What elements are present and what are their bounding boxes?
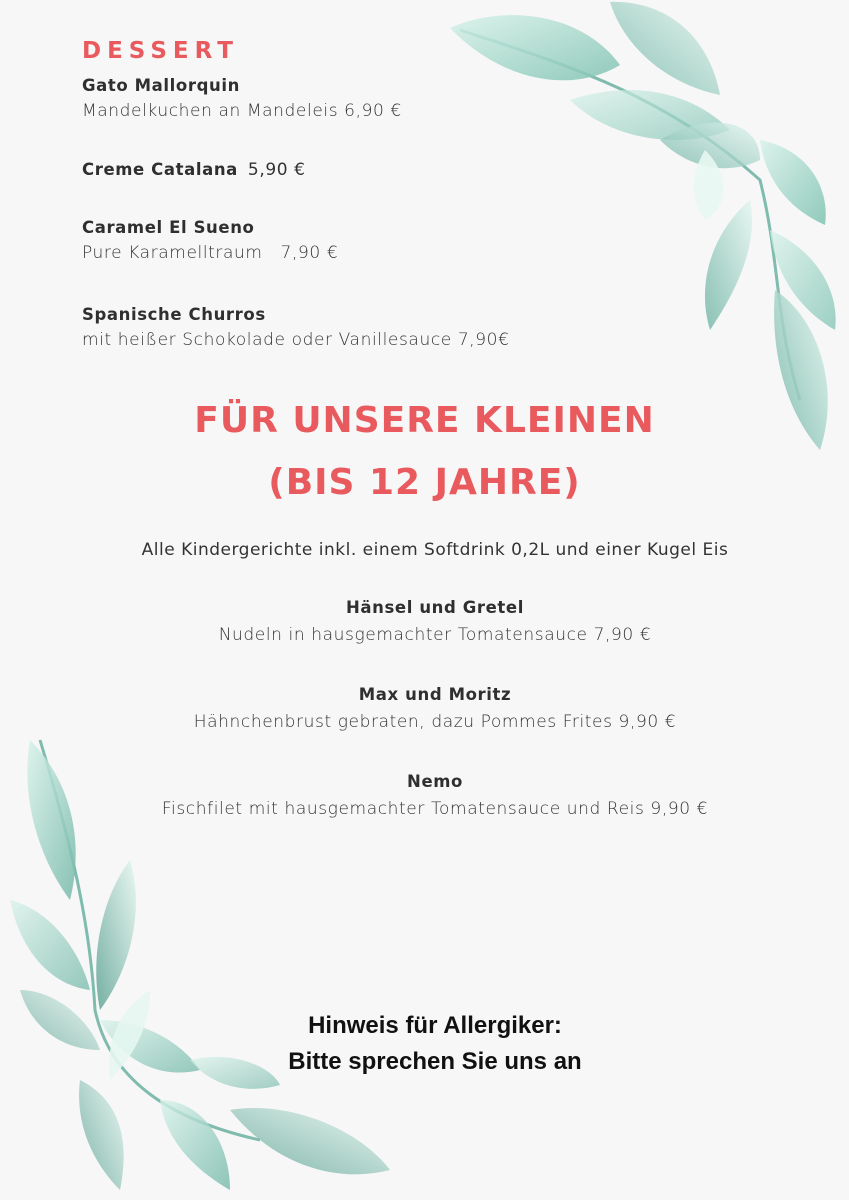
allergy-notice-line1: Hinweis für Allergiker:	[308, 1012, 562, 1039]
kids-heading-line1: FÜR UNSERE KLEINEN	[194, 400, 655, 441]
kids-item-name: Hänsel und Gretel	[346, 598, 524, 617]
dessert-item-caramel-el-sueno	[82, 218, 338, 263]
kids-item-description: Fischfilet mit hausgemachter Tomatensauce und Reis 9,90 €	[161, 799, 709, 819]
dessert-item-spanische-churros	[82, 305, 510, 350]
dessert-item-creme-catalana	[82, 160, 306, 180]
dessert-title: DESSERT	[82, 38, 239, 64]
kids-item-description: Hähnchenbrust gebraten, dazu Pommes Frites 9,90 €	[193, 712, 677, 732]
dessert-item-name: Caramel El Sueno	[82, 218, 255, 237]
kids-note: Alle Kindergerichte inkl. einem Softdrink 0,2L und einer Kugel Eis	[141, 540, 729, 560]
kids-item-haensel-und-gretel	[0, 598, 849, 645]
dessert-item-description: Pure Karamelltraum 7,90 €	[82, 243, 339, 263]
kids-item-description: Nudeln in hausgemachter Tomatensauce 7,90 €	[218, 625, 652, 645]
kids-item-name: Max und Moritz	[358, 685, 512, 704]
allergy-notice	[0, 1008, 849, 1080]
dessert-item-gato-mallorquin	[82, 76, 402, 121]
kids-item-max-und-moritz	[0, 685, 849, 732]
kids-item-nemo	[0, 772, 849, 819]
dessert-item-description: Mandelkuchen an Mandeleis 6,90 €	[82, 101, 402, 121]
kids-item-name: Nemo	[407, 772, 463, 791]
dessert-item-name: Spanische Churros	[82, 305, 266, 324]
kids-heading	[0, 390, 849, 514]
kids-heading-line2: (BIS 12 JAHRE)	[268, 462, 581, 503]
dessert-item-name: Creme Catalana	[82, 160, 238, 179]
dessert-item-description: mit heißer Schokolade oder Vanillesauce 7,90€	[82, 330, 510, 350]
dessert-item-price: 5,90 €	[247, 160, 306, 180]
dessert-item-name: Gato Mallorquin	[82, 76, 240, 95]
allergy-notice-line2: Bitte sprechen Sie uns an	[288, 1048, 582, 1075]
